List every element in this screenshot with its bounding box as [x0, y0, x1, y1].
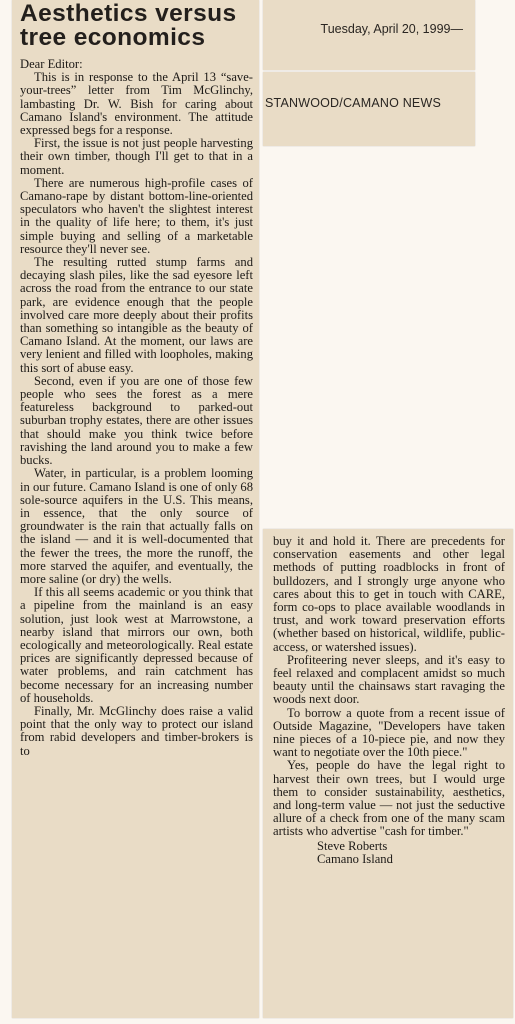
paragraph: First, the issue is not just people harvesting their own timber, though I'll get to that in a moment.: [20, 136, 253, 177]
paragraph: Water, in particular, is a problem looming in our future. Camano Island is one of only 68 sole-source aquifers in the U.S. This means, in essence, that the only source of groundwater is the rain that actually falls on the island — and it is well-documented that the fewer the trees, the more the runoff, the more starved the aquifer, and eventually, the more saline (or dry) the wells.: [20, 466, 253, 586]
paragraph: Second, even if you are one of those few people who sees the forest as a mere featureless background to parked-out suburban trophy estates, there are other issues that should make you think twice before ravishing the land around you to make a few bucks.: [20, 373, 253, 468]
newspaper-name: STANWOOD/CAMANO NEWS: [265, 96, 441, 110]
paragraph: There are numerous high-profile cases of Camano-rape by distant bottom-line-oriented speculators who haven't the slightest interest in the quality of life here; to them, it's just simple buying and selling of a marketable resource they'll never see.: [20, 175, 253, 256]
signature-place: Camano Island: [317, 851, 393, 866]
letter-body-right: [273, 535, 505, 839]
signature-name: Steve Roberts: [317, 838, 388, 853]
paragraph: Finally, Mr. McGlinchy does raise a valid point that the only way to protect our island from rabid developers and timber-brokers is to: [20, 703, 253, 758]
signature: [273, 840, 505, 866]
paragraph: Yes, people do have the legal right to harvest their own trees, but I would urge them to consider sustainability, aesthetics, and long-term value — not just the seductive allure of a check from one of the many scam artists who advertise "cash for timber.": [273, 758, 505, 839]
paragraph: If this all seems academic or you think that a pipeline from the mainland is an easy solution, just look west at Marrowstone, a nearby island that mirrors our own, both ecologically and meteorologically. Real estate prices are significantly depressed because of water problems, and rain catchment has become necessary for an increasing number of households.: [20, 585, 253, 705]
paragraph: Profiteering never sleeps, and it's easy to feel relaxed and complacent amidst so much beauty until the chainsaws start ravaging the woods next door.: [273, 652, 505, 707]
letter-column-right: [263, 529, 513, 1018]
paragraph: The resulting rutted stump farms and decaying slash piles, like the sad eyesore left across the road from the entrance to our state park, are evidence enough that the people involved care more deeply about their profits than something so intangible as the beauty of Camano Island. At the moment, our laws are very lenient and filled with loopholes, making this sort of abuse easy.: [20, 255, 253, 375]
letter-column-left: [12, 0, 259, 1018]
salutation: Dear Editor:: [20, 57, 83, 71]
paragraph: This is in response to the April 13 “save-your-trees” letter from Tim McGlinchy, lambasting Dr. W. Bish for caring about Camano Island's environment. The attitude expressed begs for a response.: [20, 70, 253, 138]
publication-date: Tuesday, April 20, 1999—: [320, 22, 463, 36]
paragraph: buy it and hold it. There are precedents for conservation easements and other legal methods of putting roadblocks in front of bulldozers, and I strongly urge anyone who cares about this to get in touch with CARE, form co-ops to place available woodlands in trust, and work toward preservation efforts (whether based on historical, wildlife, public-access, or watershed issues).: [273, 534, 505, 654]
letter-body-left: [20, 58, 253, 758]
paragraph: To borrow a quote from a recent issue of Outside Magazine, "Developers have taken nine pieces of a 10-piece pie, and now they want to negotiate over the 10th piece.": [273, 705, 505, 760]
date-clipping: [263, 0, 475, 70]
headline: Aesthetics versus tree economics: [20, 0, 237, 51]
newspaper-name-clipping: [263, 72, 475, 146]
